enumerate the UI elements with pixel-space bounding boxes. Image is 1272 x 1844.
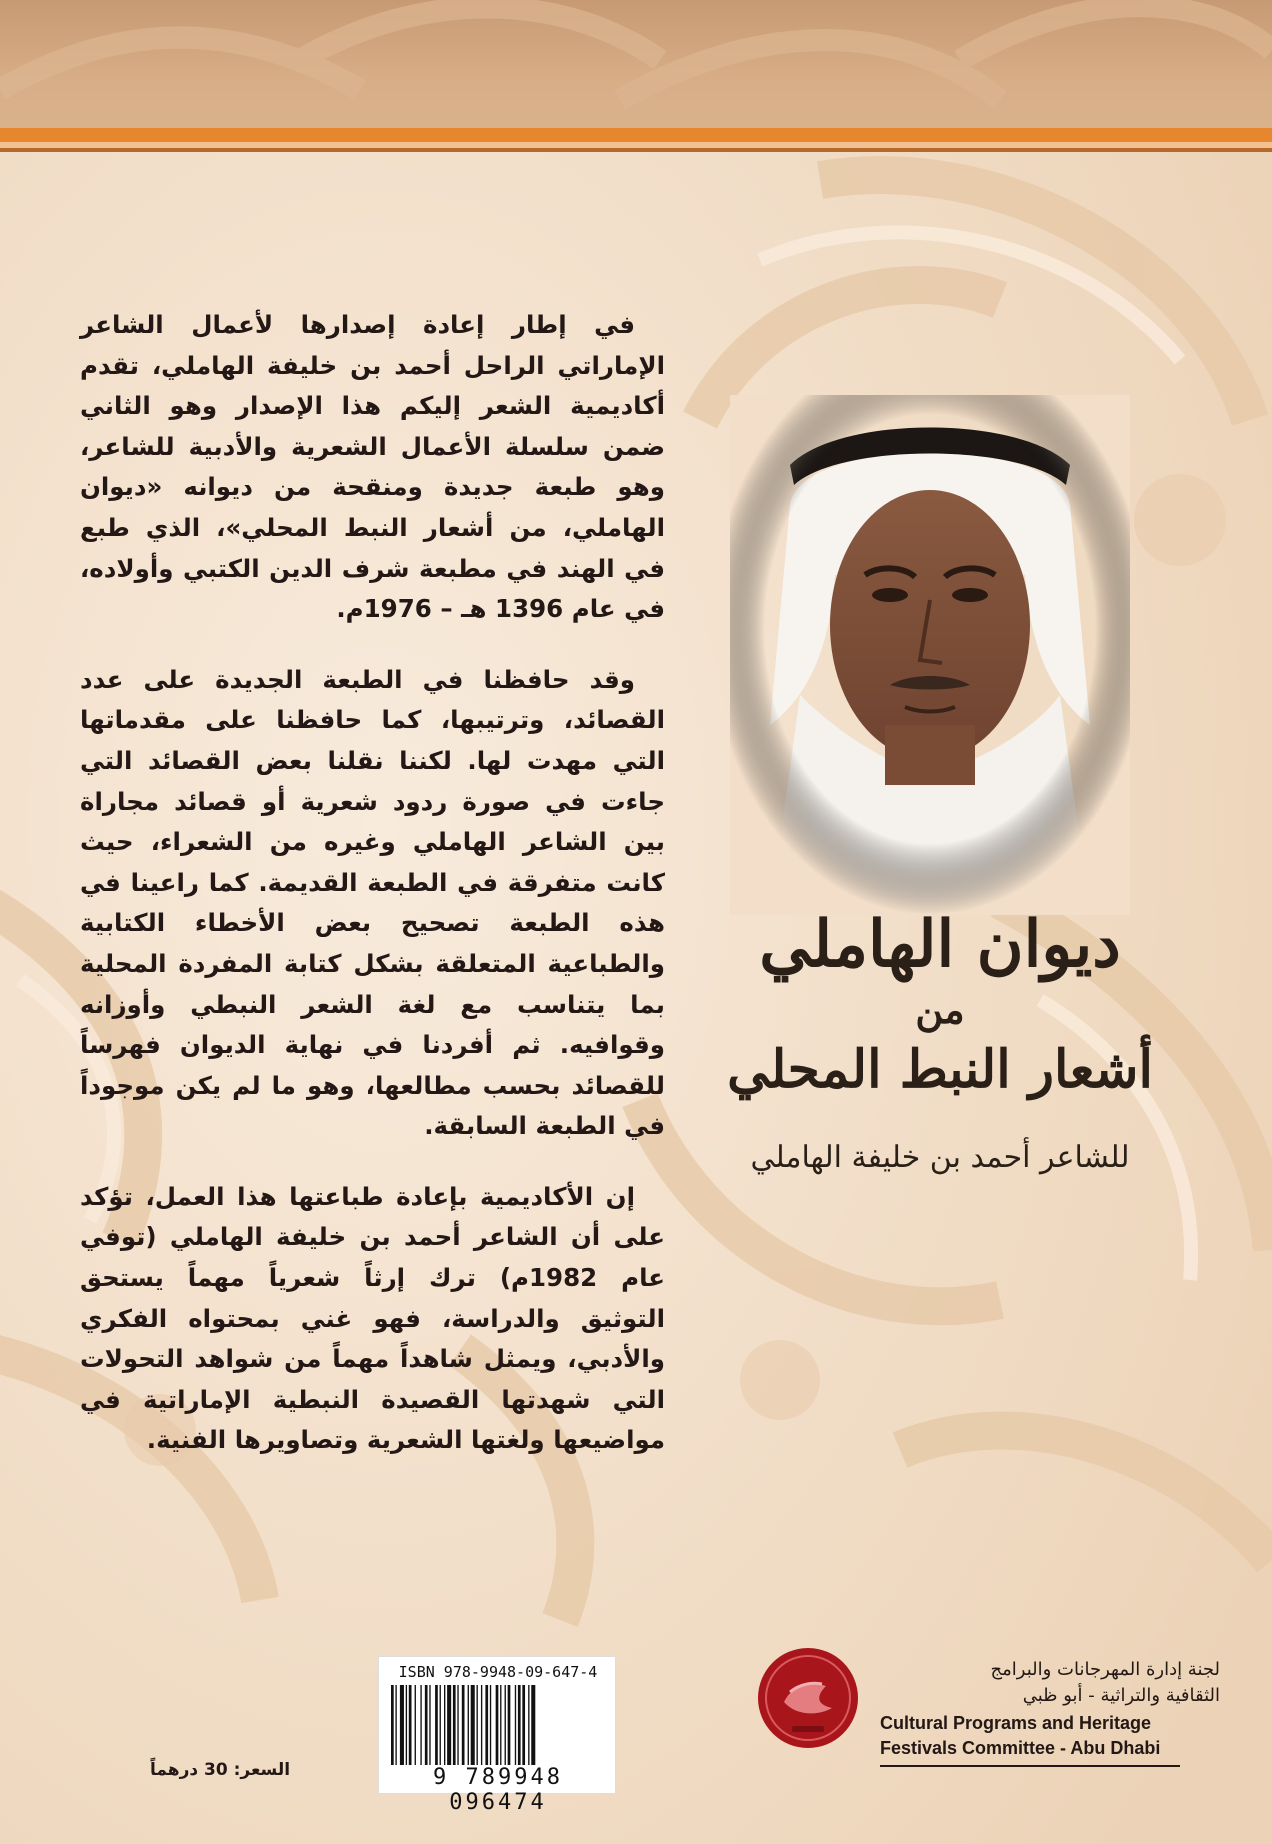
book-title-block [690,905,1190,1183]
top-decorative-band [0,0,1272,128]
publisher-english-line-2: Festivals Committee - Abu Dhabi [880,1738,1161,1758]
book-title-connector: من [915,987,965,1032]
portrait-photo [730,395,1130,915]
price-label: السعر: 30 درهماً [150,1760,291,1780]
isbn-barcode [378,1656,616,1815]
poetry-academy-seal-icon [756,1646,860,1750]
back-cover-description [80,305,665,1491]
barcode-digits: 9 789948 096474 [433,1765,563,1815]
book-title: ديوان الهاملي [759,907,1121,982]
paragraph-2: وقد حافظنا في الطبعة الجديدة على عدد القصائد، وترتيبها، كما حافظنا على مقدماتها التي مهدت لها. لكننا نقلنا بعض القصائد التي جاءت في صورة ردود شعرية أو قصائد مجاراة بين الشاعر الهاملي وغيره من الشعراء، حيث كانت متفرقة في الطبعة القديمة. كما راعينا في هذه الطبعة تصحيح بعض الأخطاء الكتابية والطباعية المتعلقة بشكل كتابة المفردة المحلية بما يتناسب مع لغة الشعر النبطي وأوزانه وقوافيه. ثم أفردنا في نهاية الديوان فهرساً للقصائد بحسب مطالعها، وهو ما لم يكن موجوداً في الطبعة السابقة. [80,664,665,1141]
publisher-arabic-line-1: لجنة إدارة المهرجانات والبرامج [990,1659,1220,1680]
dark-stripe [0,148,1272,152]
book-author: للشاعر أحمد بن خليفة الهاملي [750,1140,1130,1175]
barcode-icon [389,1685,607,1765]
publisher-block [880,1657,1220,1767]
orange-stripe [0,128,1272,142]
publisher-underline [880,1765,1180,1767]
paragraph-3: إن الأكاديمية بإعادة طباعتها هذا العمل، تؤكد على أن الشاعر أحمد بن خليفة الهاملي (توفي عام 1982م) ترك إرثاً شعرياً مهماً يستحق التوثيق والدراسة، فهو غني بمحتواه الفكري والأدبي، ويمثل شاهداً مهماً من شواهد التحولات التي شهدتها القصيدة النبطية الإماراتية في مواضيعها ولغتها الشعرية وتصاويرها الفنية. [80,1181,666,1455]
publisher-arabic-line-2: الثقافية والتراثية - أبو ظبي [1022,1685,1220,1706]
isbn-label: ISBN 978-9948-09-647-4 [398,1663,598,1681]
publisher-english-line-1: Cultural Programs and Heritage [880,1713,1152,1733]
book-subtitle: أشعار النبط المحلي [727,1039,1153,1100]
paragraph-1: في إطار إعادة إصدارها لأعمال الشاعر الإماراتي الراحل أحمد بن خليفة الهاملي، تقدم أكاديمية الشعر إليكم هذا الإصدار وهو الثاني ضمن سلسلة الأعمال الشعرية والأدبية للشاعر، وهو طبعة جديدة ومنقحة من ديوانه «ديوان الهاملي، من أشعار النبط المحلي»، الذي طبع في الهند في مطبعة شرف الدين الكتبي وأولاده، في عام 1396 هـ – 1976م. [80,310,665,624]
